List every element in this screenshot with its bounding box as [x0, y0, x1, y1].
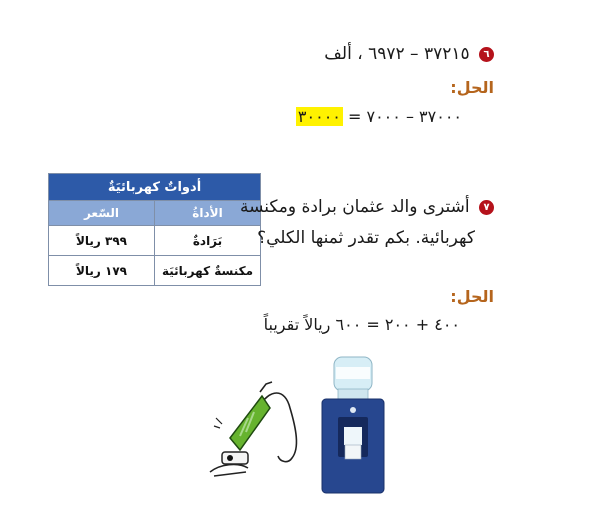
question-7-number: ٧	[479, 200, 494, 215]
question-7-text-1: أشترى والد عثمان برادة ومكنسة	[239, 197, 470, 217]
electrical-tools-table	[48, 173, 261, 286]
question-7-line-2: كهربائية. بكم تقدر ثمنها الكلي؟	[257, 228, 475, 248]
question-6-number: ٦	[479, 47, 494, 62]
table-row	[49, 256, 261, 286]
solution-1-equation-left: ٣٧٠٠٠ – ٧٠٠٠ =	[347, 107, 462, 126]
question-7-line-1	[240, 197, 494, 217]
solution-1-equation	[296, 107, 462, 126]
table-title: أدواتٌ كهربائيَةٌ	[49, 174, 261, 201]
solution-1-result-highlight: ٣٠٠٠٠	[297, 107, 341, 126]
question-6-text: ٣٧٢١٥ – ٦٩٧٢ ، ألف	[324, 44, 470, 64]
table-header-row	[49, 201, 261, 226]
water-cooler-image	[318, 355, 390, 495]
vacuum-cleaner-image	[200, 378, 310, 490]
solution-1-label: الحل:	[450, 78, 494, 97]
table-title-row	[49, 174, 261, 201]
solution-2-equation: ٤٠٠ + ٢٠٠ = ٦٠٠ ريالاً تقريباً	[263, 315, 460, 334]
table-header-price: السّعر	[49, 201, 155, 226]
table-cell-tool: بَرَادةٌ	[155, 226, 261, 256]
table-header-tool: الأداةُ	[155, 201, 261, 226]
table-cell-price: ٣٩٩ ريالاً	[49, 226, 155, 256]
table-cell-price: ١٧٩ ريالاً	[49, 256, 155, 286]
table-cell-tool: مكنسةٌ كهربائيَة	[155, 256, 261, 286]
table-row	[49, 226, 261, 256]
solution-2-label: الحل:	[450, 287, 494, 306]
question-6	[324, 44, 494, 64]
